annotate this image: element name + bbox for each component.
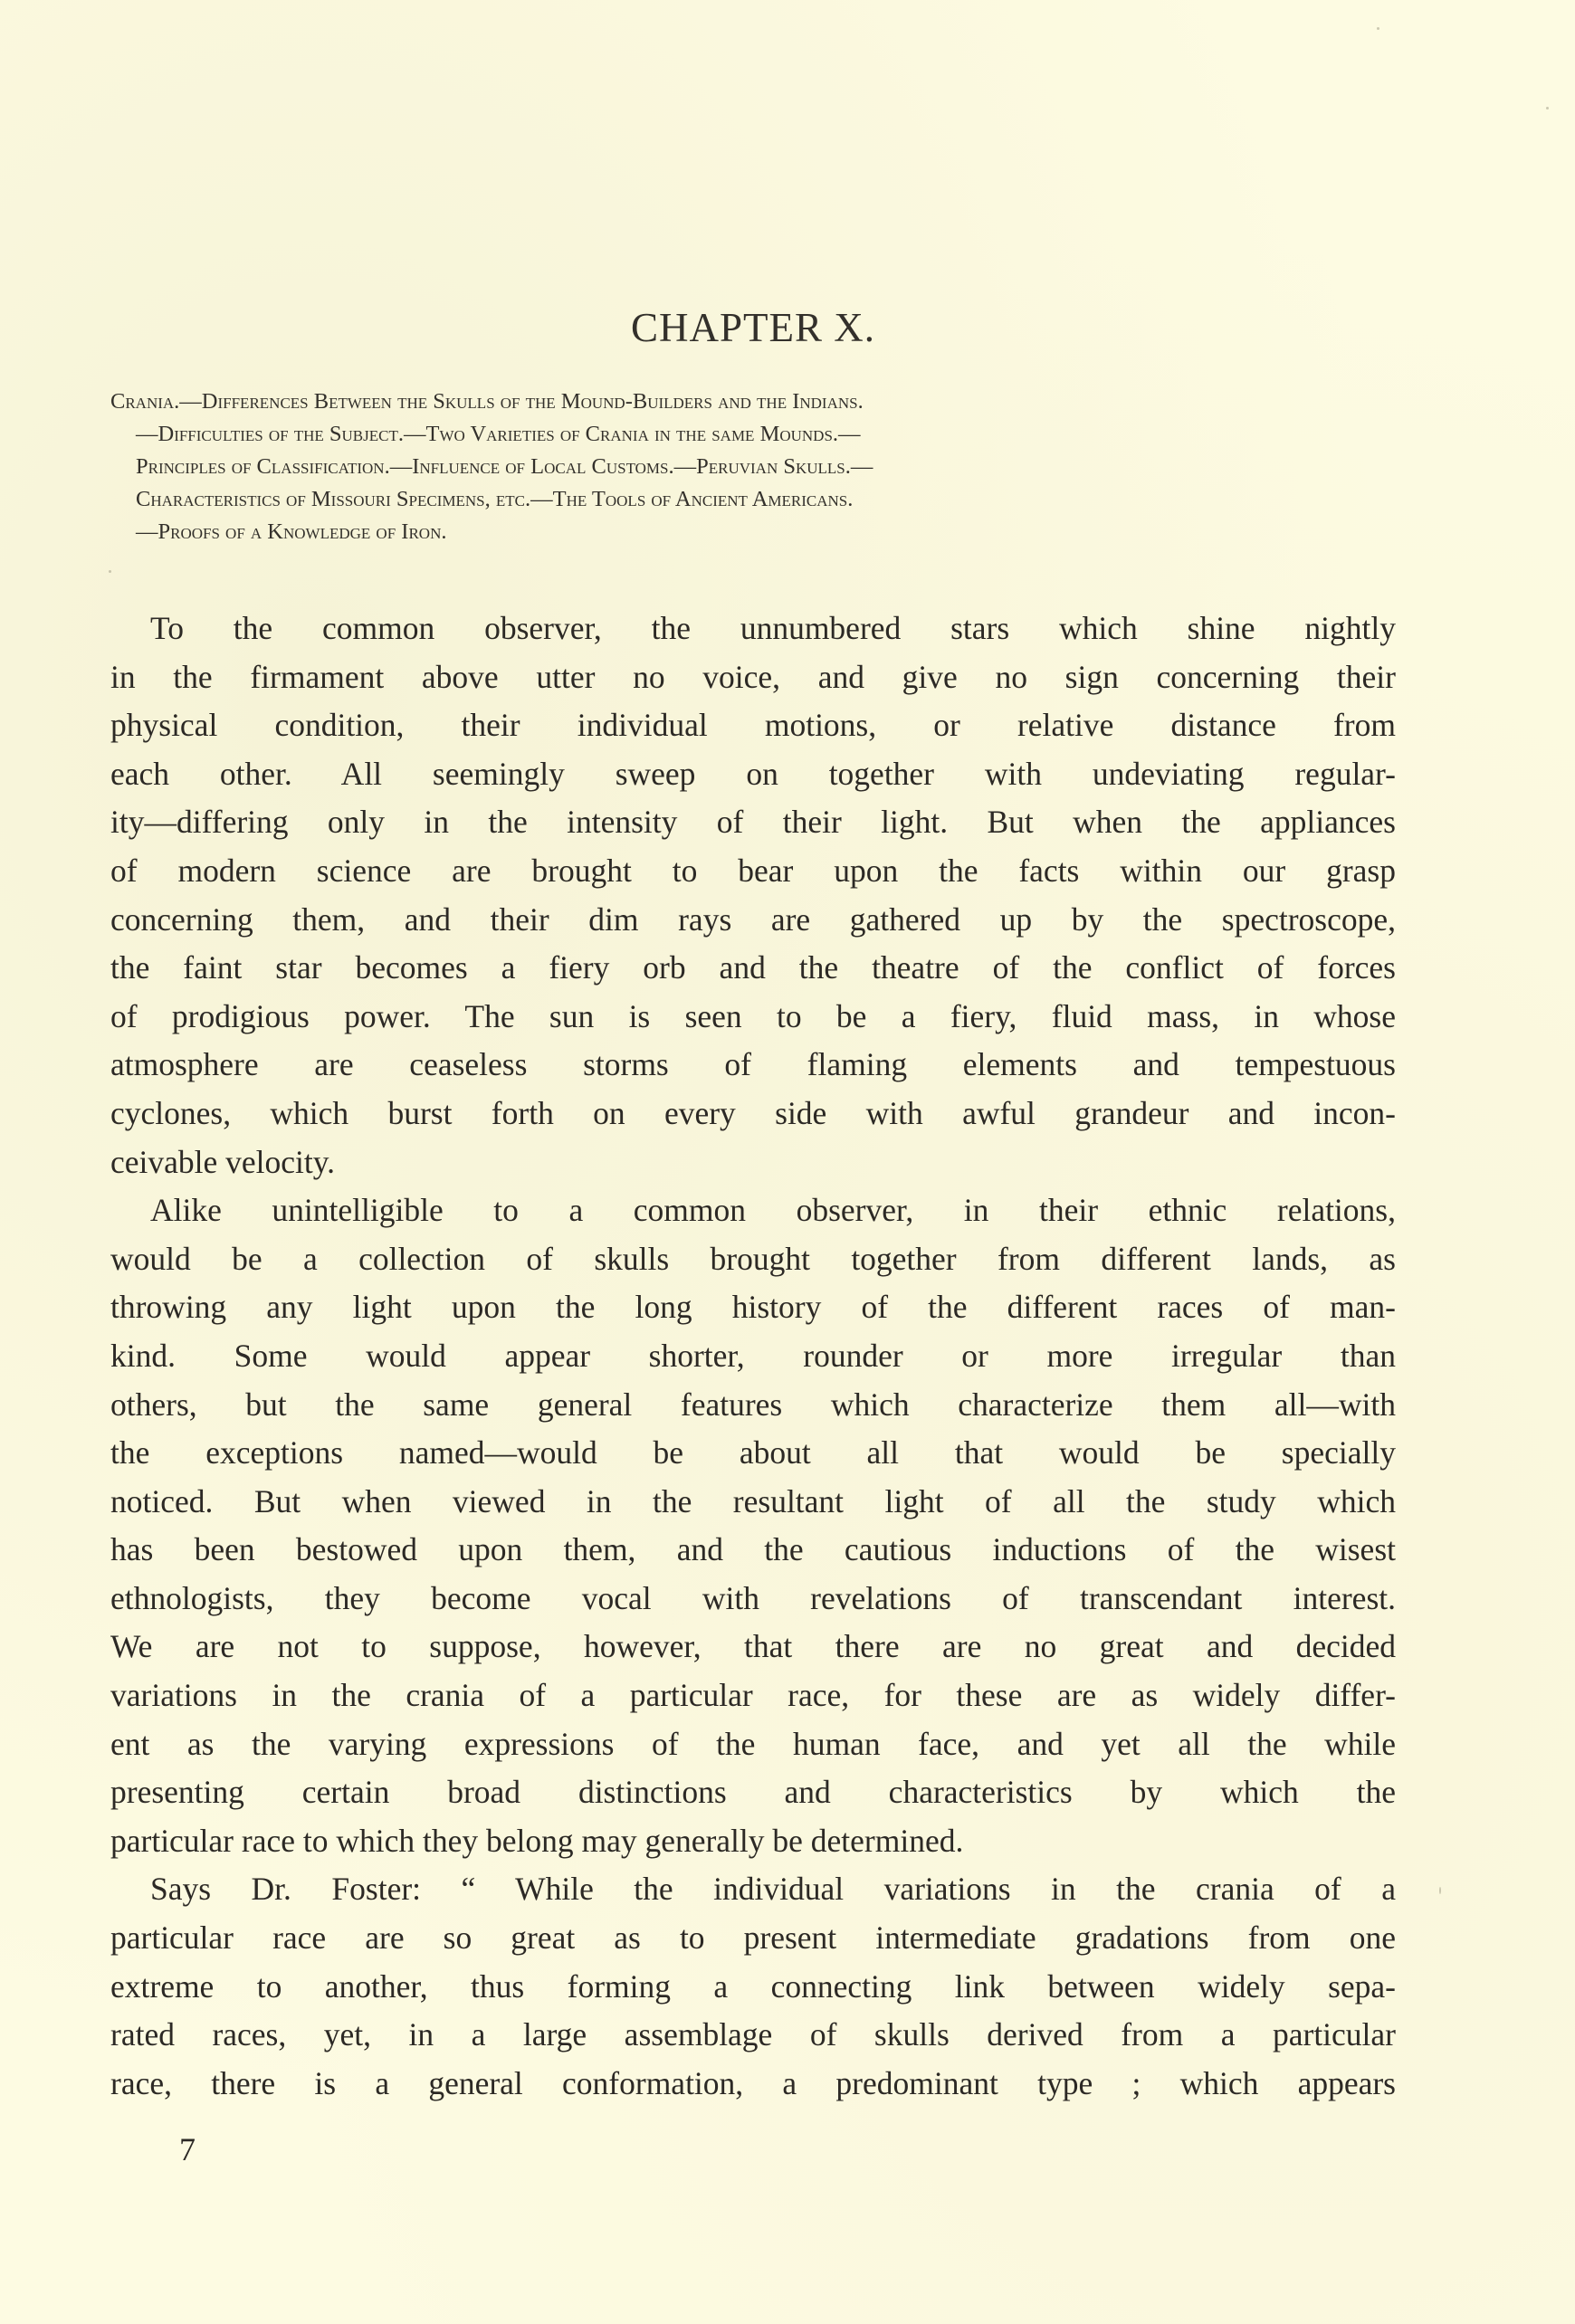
text-line: extreme to another, thus forming a connecting link between widely sepa- [110, 1967, 1396, 2005]
text-line: rated races, yet, in a large assemblage of skulls derived from a particular [110, 2016, 1396, 2053]
text-line: ent as the varying expressions of the human face, and yet all the while [110, 1725, 1396, 1762]
text-line: We are not to suppose, however, that there are no great and decided [110, 1628, 1396, 1665]
paragraph [110, 1186, 1396, 1865]
text-line: ceivable velocity. [110, 1143, 336, 1180]
paragraph [110, 605, 1396, 1186]
text-line: cyclones, which burst forth on every side with awful grandeur and incon- [110, 1094, 1396, 1131]
paper-speck [1546, 107, 1549, 110]
text-line: To the common observer, the unnumbered stars which shine nightly [150, 610, 1396, 646]
text-line: variations in the crania of a particular race, for these are as widely differ- [110, 1677, 1396, 1714]
text-line: particular race to which they belong may generally be determined. [110, 1822, 964, 1859]
text-line: ity—differing only in the intensity of their light. But when the appliances [110, 804, 1396, 841]
page-number: 7 [179, 2131, 196, 2167]
chapter-title: CHAPTER X. [630, 305, 876, 350]
text-line: of prodigious power. The sun is seen to be a fiery, fluid mass, in whose [110, 997, 1396, 1034]
text-line: concerning them, and their dim rays are gathered up by the spectroscope, [110, 900, 1396, 938]
synopsis-line: Characteristics of Missouri Specimens, etc.—The Tools of Ancient Americans. [136, 487, 854, 511]
text-line: physical condition, their individual motions, or relative distance from [110, 707, 1396, 744]
text-line: kind. Some would appear shorter, rounder or more irregular than [110, 1337, 1396, 1374]
synopsis-line: Crania.—Differences Between the Skulls of the Mound-Builders and the Indians. [110, 389, 864, 414]
text-line: others, but the same general features which characterize them all—with [110, 1386, 1396, 1423]
synopsis-line: —Difficulties of the Subject.—Two Varieties of Crania in the same Mounds.— [136, 422, 861, 446]
synopsis-line: Principles of Classification.—Influence of Local Customs.—Peruvian Skulls.— [136, 454, 873, 479]
text-line: has been bestowed upon them, and the cautious inductions of the wisest [110, 1531, 1396, 1568]
text-line: atmosphere are ceaseless storms of flaming elements and tempestuous [110, 1046, 1396, 1083]
chapter-synopsis [110, 386, 1396, 548]
text-line: Says Dr. Foster: “ While the individual variations in the crania of a [150, 1871, 1396, 1908]
text-line: in the firmament above utter no voice, and give no sign concerning their [110, 658, 1396, 695]
text-line: particular race are so great as to present intermediate gradations from one [110, 1919, 1396, 1957]
text-line: would be a collection of skulls brought together from different lands, as [110, 1240, 1396, 1277]
text-line: the faint star becomes a fiery orb and the theatre of the conflict of forces [110, 949, 1396, 986]
paper-speck [1377, 27, 1379, 30]
text-line: ethnologists, they become vocal with revelations of transcendant interest. [110, 1579, 1396, 1616]
text-line: race, there is a general conformation, a predominant type ; which appears [110, 2064, 1396, 2101]
text-line: presenting certain broad distinctions and characteristics by which the [110, 1774, 1396, 1811]
paper-speck [1439, 1887, 1441, 1894]
paragraph [110, 1865, 1396, 2108]
text-line: throwing any light upon the long history of the different races of man- [110, 1289, 1396, 1326]
text-line: noticed. But when viewed in the resultant light of all the study which [110, 1482, 1396, 1519]
text-line: of modern science are brought to bear upon the facts within our grasp [110, 852, 1396, 889]
text-line: Alike unintelligible to a common observer, in their ethnic relations, [150, 1192, 1396, 1229]
body-text [110, 605, 1396, 2108]
text-line: the exceptions named—would be about all that would be specially [110, 1434, 1396, 1472]
synopsis-line: —Proofs of a Knowledge of Iron. [136, 519, 447, 544]
text-line: each other. All seemingly sweep on together with undeviating regular- [110, 755, 1396, 792]
paper-speck [109, 570, 111, 573]
